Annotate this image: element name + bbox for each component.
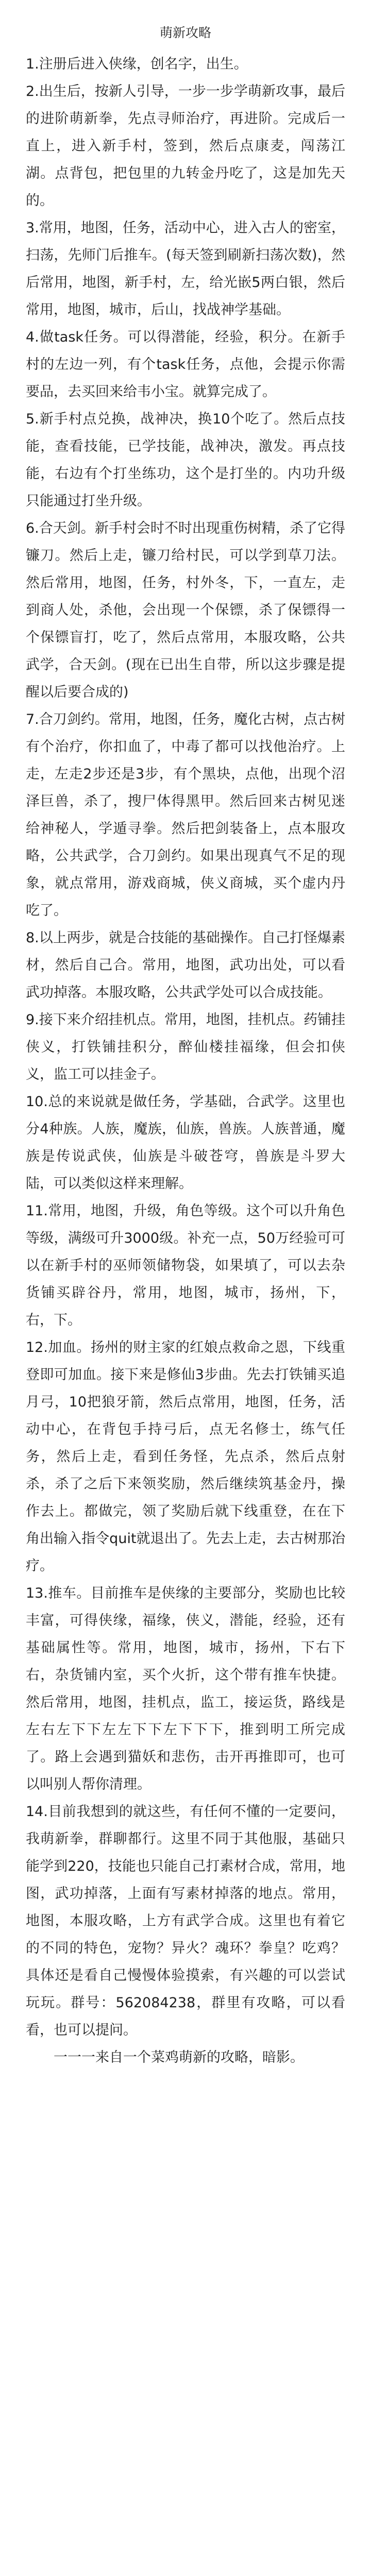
author-signature: 一一一来自一个菜鸡萌新的攻略，暗影。 (54, 2049, 304, 2065)
guide-step-10: 10.总的来说就是做任务，学基础，合武学。这里也分4种族。人族，魔族，仙族，兽族。人族普通，魔族是传说武侠，仙族是斗破苍穹，兽族是斗罗大陆，可以类似这样来理解。 (26, 1094, 345, 1192)
guide-step-14: 14.目前我想到的就这些，有任何不懂的一定要问，我萌新拳，群聊都行。这里不同于其他服，基础只能学到220，技能也只能自己打素材合成，常用，地图，武功掉落，上面有写素材掉落的地点。常用，地图，本服攻略，上方有武学合成。这里也有着它的不同的特色，宠物？异火？魂环？拳皇？吃鸡？具体还是看自己慢慢体验摸索，有兴趣的可以尝试玩玩。群号：562084238，群里有攻略，可以看看，也可以提问。 (26, 1804, 345, 2038)
guide-step-7: 7.合刀剑约。常用，地图，任务，魔化古树，点古树有个治疗，你扣血了，中毒了都可以找他治疗。上走，左走2步还是3步，有个黑块，点他，出现个沼泽巨兽，杀了，搜尸体得黑甲。然后回来古树见迷给神秘人，学遁寻拳。然后把剑装备上，点本服攻略，公共武学，合刀剑约。如果出现真气不足的现象，就点常用，游戏商城，侠义商城，买个虚内丹吃了。 (26, 711, 345, 919)
guide-step-1: 1.注册后进入侠缘，创名字，出生。 (26, 56, 248, 72)
guide-step-8: 8.以上两步，就是合技能的基础操作。自己打怪爆素材，然后自己合。常用，地图，武功出处，可以看武功掉落。本服攻略，公共武学处可以合成技能。 (26, 930, 345, 1001)
guide-step-13: 13.推车。目前推车是侠缘的主要部分，奖励也比较丰富，可得侠缘，福缘，侠义，潜能，经验，还有基础属性等。常用，地图，城市，扬州，下右下右，杂货铺内室，买个火折，这个带有推车快捷。然后常用，地图，挂机点，监工，接运货，路线是左右左下下左左下下左下下下，推到明工所完成了。路上会遇到猫妖和悲伤，击开再推即可，也可以叫别人帮你清理。 (26, 1585, 345, 1792)
guide-body (26, 50, 345, 2044)
guide-step-11: 11.常用，地图，升级，角色等级。这个可以升角色等级，满级可升3000级。补充一点，50万经验可可以在新手村的巫师领储物袋，如果填了，可以去杂货铺买辟谷丹，常用，地图，城市，扬州，下，右，下。 (26, 1203, 345, 1328)
guide-step-5: 5.新手村点兑换，战神决，换10个吃了。然后点技能，查看技能，已学技能，战神决，激发。再点技能，右边有个打坐练功，这个是打坐的。内功升级只能通过打坐升级。 (26, 411, 345, 509)
guide-step-6: 6.合天剑。新手村会时不时出现重伤树精，杀了它得镰刀。然后上走，镰刀给村民，可以学到草刀法。然后常用，地图，任务，村外冬，下，一直左，走到商人处，杀他，会出现一个保镖，杀了保镖得一个保镖盲打，吃了，然后点常用，本服攻略，公共武学，合天剑。(现在已出生自带，所以这步骤是提醒以后要合成的) (26, 520, 345, 700)
guide-step-3: 3.常用，地图，任务，活动中心，进入古人的密室，扫荡，先师门后推车。(每天签到刷新扫荡次数)，然后常用，地图，新手村，左，给光嵌5两白银，然后常用，地图，城市，后山，找战神学基础。 (26, 220, 345, 318)
guide-step-12: 12.加血。扬州的财主家的红娘点救命之恩，下线重登即可加血。接下来是修仙3步曲。先去打铁铺买追月弓，10把狼牙箭，然后点常用，地图，任务，活动中心，在背包手持弓后，点无名修士，练气任务，然后上走，看到任务怪，先点杀，然后点射杀，杀了之后下来领奖励，然后继续筑基金丹，操作去上。都做完，领了奖励后就下线重登，在在下角出输入指令quit就退出了。先去上走，去古树那治疗。 (26, 1340, 345, 1574)
guide-step-4: 4.做task任务。可以得潜能，经验，积分。在新手村的左边一列，有个task任务，点他，会提示你需要品，去买回来给韦小宝。就算完成了。 (26, 329, 345, 400)
guide-step-2: 2.出生后，按新人引导，一步一步学萌新攻事，最后的进阶萌新拳，先点寻师治疗，再进阶。完成后一直上，进入新手村，签到，然后点康麦，闯荡江湖。点背包，把包里的九转金丹吃了，这是加先天的。 (26, 83, 345, 209)
guide-step-9: 9.接下来介绍挂机点。常用，地图，挂机点。药铺挂侠义，打铁铺挂积分，醉仙楼挂福缘，但会扣侠义，监工可以挂金子。 (26, 1012, 345, 1082)
page-title: 萌新攻略 (159, 25, 211, 40)
